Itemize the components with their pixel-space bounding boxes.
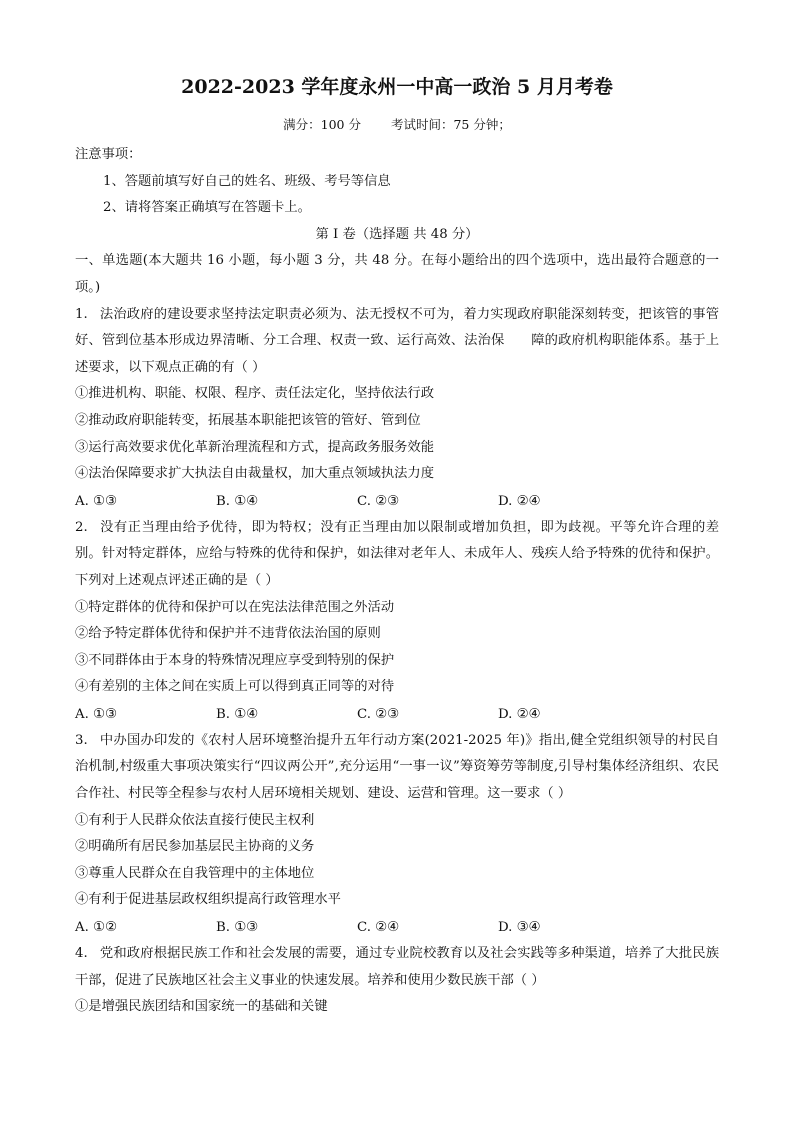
- statement: ②给予特定群体优待和保护并不违背依法治国的原则: [75, 626, 381, 642]
- statement: ②明确所有居民参加基层民主协商的义务: [75, 839, 315, 855]
- option-d: D. ②④: [498, 493, 541, 509]
- full-score: 满分：100 分: [283, 117, 361, 132]
- question-stem: [75, 302, 719, 382]
- question-number: 3.: [75, 732, 88, 748]
- statement: ①推进机构、职能、权限、程序、责任法定化，坚持依法行政: [75, 386, 435, 402]
- option-d: D. ③④: [498, 920, 541, 936]
- notice-item: 2、请将答案正确填写在答题卡上。: [103, 200, 311, 216]
- answer-options: [75, 488, 719, 515]
- option-a: A. ①③: [75, 706, 117, 722]
- question-text: 法治政府的建设要求坚持法定职责必须为、法无授权不可为，着力实现政府职能深刻转变，把该管的事管好、管到位基本形成边界清晰、分工合理、权责一致、运行高效、法治保 障的政府机构职能体系。基于上述要求，以下观点正确的有（ ）: [75, 306, 719, 375]
- notice-heading: 注意事项：: [75, 147, 142, 162]
- statement: ②推动政府职能转变，拓展基本职能把该管的管好、管到位: [75, 412, 421, 428]
- option-b: B. ①④: [216, 493, 259, 509]
- exam-time: 考试时间：75 分钟；: [390, 117, 511, 132]
- statement: ①有利于人民群众依法直接行使民主权利: [75, 812, 315, 828]
- question-stem: [75, 728, 719, 808]
- question-stem: [75, 941, 719, 994]
- option-a: A. ①②: [75, 920, 117, 936]
- option-b: B. ①④: [216, 706, 259, 722]
- statement: ①特定群体的优待和保护可以在宪法法律范围之外活动: [75, 599, 395, 615]
- question-text: 没有正当理由给予优待，即为特权；没有正当理由加以限制或增加负担，即为歧视。平等允许合理的差别。针对特定群体，应给与特殊的优待和保护，如法律对老年人、未成年人、残疾人给予特殊的优待和保护。下列对上述观点评述正确的是（ ）: [75, 519, 719, 588]
- exam-title: 2022-2023 学年度永州一中高一政治 5 月月考卷: [181, 76, 613, 98]
- option-c: C. ②③: [357, 493, 399, 509]
- option-c: C. ②④: [357, 920, 399, 936]
- answer-options: [75, 914, 719, 941]
- option-d: D. ②④: [498, 706, 541, 722]
- answer-options: [75, 701, 719, 728]
- exam-meta: [75, 114, 719, 136]
- statement: ③尊重人民群众在自我管理中的主体地位: [75, 865, 315, 881]
- statement: ①是增强民族团结和国家统一的基础和关键: [75, 999, 328, 1015]
- option-c: C. ②③: [357, 706, 399, 722]
- statement: ④有利于促进基层政权组织提高行政管理水平: [75, 892, 341, 908]
- question-text: 中办国办印发的《农村人居环境整治提升五年行动方案(2021-2025 年)》指出,健全党组织领导的村民自治机制,村级重大事项决策实行“四议两公开”,充分运用“一事一议”筹资筹劳等制度,引导村集体经济组织、农民合作社、村民等全程参与农村人居环境相关规划、建设、运营和管理。这一要求（ ）: [75, 732, 719, 802]
- question-number: 2.: [75, 519, 88, 535]
- option-b: B. ①③: [216, 920, 259, 936]
- question-stem: [75, 515, 719, 595]
- question-number: 4.: [75, 946, 88, 962]
- option-a: A. ①③: [75, 493, 117, 509]
- statement: ③不同群体由于本身的特殊情况理应享受到特别的保护: [75, 652, 395, 668]
- statement: ④有差别的主体之间在实质上可以得到真正同等的对待: [75, 679, 395, 695]
- statement: ④法治保障要求扩大执法自由裁量权，加大重点领域执法力度: [75, 466, 435, 482]
- notice-item: 1、答题前填写好自己的姓名、班级、考号等信息: [103, 173, 391, 189]
- section-title: 第 I 卷（选择题 共 48 分）: [315, 226, 479, 242]
- statement: ③运行高效要求优化革新治理流程和方式，提高政务服务效能: [75, 439, 435, 455]
- section-instruction: 一、单选题(本大题共 16 小题，每小题 3 分，共 48 分。在每小题给出的四个选项中，选出最符合题意的一项。): [75, 253, 719, 295]
- question-text: 党和政府根据民族工作和社会发展的需要，通过专业院校教育以及社会实践等多种渠道，培养了大批民族干部，促进了民族地区社会主义事业的快速发展。培养和使用少数民族干部（ ）: [75, 946, 719, 988]
- question-number: 1.: [75, 306, 88, 322]
